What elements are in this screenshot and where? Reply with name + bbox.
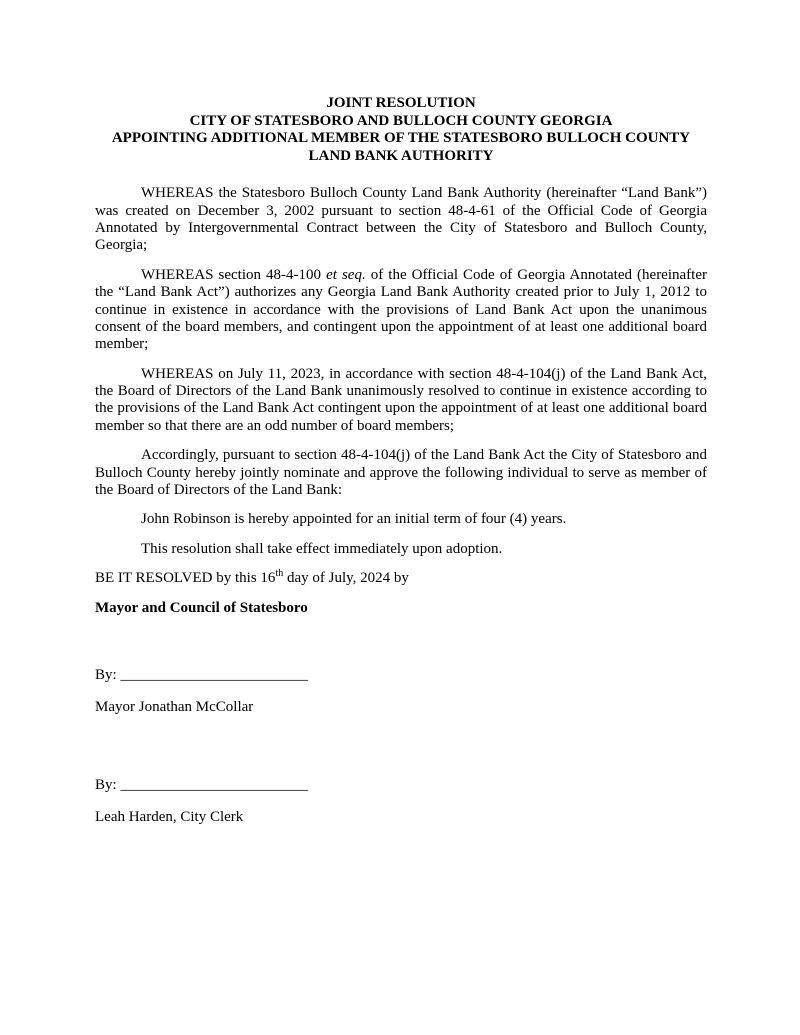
- signature-name-clerk: Leah Harden, City Clerk: [95, 809, 244, 826]
- by-label: By:: [95, 776, 117, 793]
- resolved-clause: [95, 570, 707, 587]
- document-title: [95, 95, 707, 165]
- by-label: By:: [95, 667, 117, 683]
- signature-by-line-clerk: [95, 777, 707, 794]
- whereas-act-text-pre: WHEREAS section 48-4-100: [141, 266, 327, 283]
- title-line-3: APPOINTING ADDITIONAL MEMBER OF THE STATESBORO BULLOCH COUNTY: [111, 130, 691, 147]
- signature-line: _________________________: [120, 776, 308, 793]
- paragraph-appointment: John Robinson is hereby appointed for an initial term of four (4) years.: [141, 511, 567, 528]
- paragraph-accordingly: Accordingly, pursuant to section 48-4-104(j) of the Land Bank Act the City of Statesboro and Bulloch County hereby jointly nominate and approve the following individual to serve as member of the Board of Directors of the Land Bank:: [95, 447, 707, 499]
- title-line-4: LAND BANK AUTHORITY: [308, 147, 494, 164]
- signature-by-line-mayor: [95, 667, 707, 684]
- paragraph-whereas-land-bank-act: [95, 267, 707, 354]
- whereas-act-latin-phrase: et seq.: [326, 266, 366, 283]
- whereas-act-text-post: of the Official Code of Georgia Annotated (hereinafter the “Land Bank Act”) authorizes any Georgia Land Bank Authority created prior to July 1, 2012 to continue in existence in accordance with the provisions of Land Bank Act upon the unanimous consent of the board members, and contingent upon the appointment of at least one additional board member;: [95, 266, 707, 353]
- resolved-clause-pre: BE IT RESOLVED by this 16: [95, 570, 276, 587]
- paragraph-whereas-board-resolution: WHEREAS on July 11, 2023, in accordance with section 48-4-104(j) of the Land Bank Act, the Board of Directors of the Land Bank unanimously resolved to continue in existence according to the provisions of the Land Bank Act contingent upon the appointment of at least one additional board member so that there are an odd number of board members;: [95, 365, 707, 434]
- signature-name-mayor: Mayor Jonathan McCollar: [95, 699, 254, 716]
- title-line-1: JOINT RESOLUTION: [326, 95, 476, 111]
- adopting-body-heading: Mayor and Council of Statesboro: [95, 599, 308, 616]
- resolved-ordinal-suffix: th: [275, 568, 284, 580]
- paragraph-whereas-creation: WHEREAS the Statesboro Bulloch County Land Bank Authority (hereinafter “Land Bank”) was created on December 3, 2002 pursuant to section 48-4-61 of the Official Code of Georgia Annotated by Intergovernmental Contract between the City of Statesboro and Bulloch County, Georgia;: [95, 185, 707, 254]
- signature-line: _________________________: [120, 667, 308, 683]
- title-line-2: CITY OF STATESBORO AND BULLOCH COUNTY GEORGIA: [189, 112, 613, 129]
- resolved-clause-post: day of July, 2024 by: [283, 570, 409, 587]
- paragraph-effective-date: This resolution shall take effect immediately upon adoption.: [141, 540, 503, 557]
